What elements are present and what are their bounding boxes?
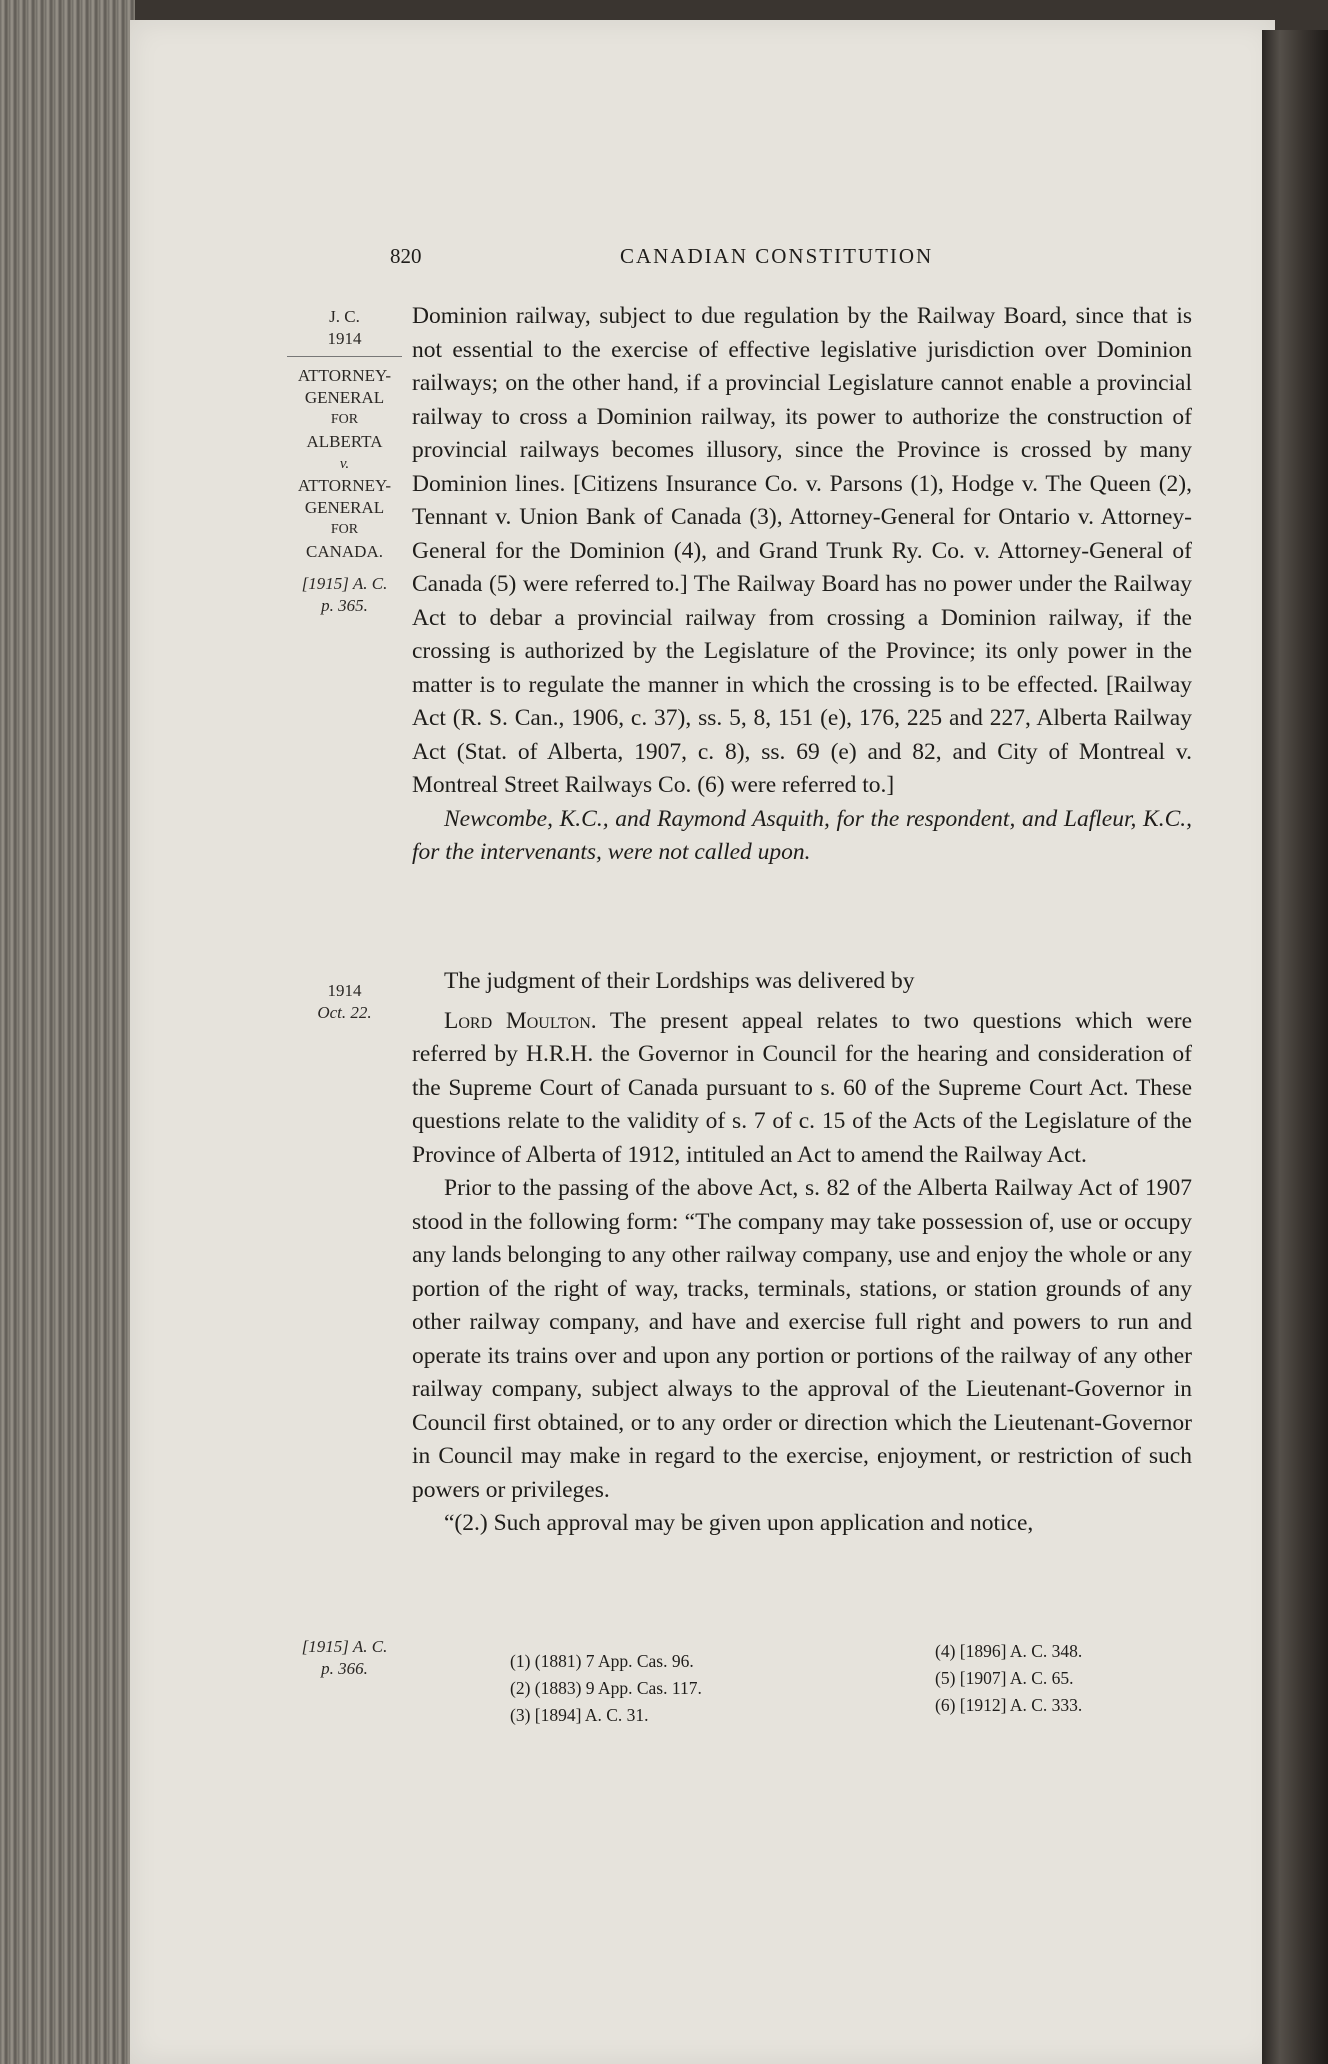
footnote: (4) [1896] A. C. 348. [935,1641,1083,1661]
paragraph-counsel: Newcombe, K.C., and Raymond Asquith, for the respondent, and Lafleur, K.C., for the intervenants, were not called upon. [412,805,1192,865]
footnote: (1) (1881) 7 App. Cas. 96. [510,1651,694,1671]
footnote: (3) [1894] A. C. 31. [510,1705,649,1725]
margin-rule [287,356,402,357]
margin-case-note [282,306,407,617]
margin-case-line: ALBERTA [306,432,383,451]
page-number: 820 [390,244,422,268]
margin-date-year: 1914 [327,981,362,1000]
page-header [390,244,980,284]
margin-case-line: CANADA. [306,542,383,561]
margin-date-note [282,980,407,1024]
margin-report-ref: [1915] A. C. [301,1637,388,1656]
footnote: (6) [1912] A. C. 333. [935,1695,1083,1715]
speaker-name: Lord Moulton. [444,1007,597,1034]
paragraph-text: The present appeal relates to two questions which were referred by H.R.H. the Governor in Council for the hearing and consideration of the Supreme Court of Canada pursuant to s. 60 of the Supreme Court Act. These questions relate to the validity of s. 7 of c. 15 of the Acts of the Legislature of the Province of Alberta of 1912, intituled an Act to amend the Railway Act. [412,1007,1193,1168]
margin-court: J. C. [329,307,360,326]
footnotes-left-column [510,1648,702,1729]
footnote: (5) [1907] A. C. 65. [935,1668,1074,1688]
margin-case-line: GENERAL [304,498,385,517]
main-text-judgment [412,965,1192,1541]
margin-report-note-2 [282,1636,407,1680]
footnote: (2) (1883) 9 App. Cas. 117. [510,1678,702,1698]
paragraph [412,1005,1192,1173]
paragraph: Prior to the passing of the above Act, s. 82 of the Alberta Railway Act of 1907 stood in the following form: “The company may take possession of, use or occupy any lands belonging to any other railway company, use and enjoy the whole or any portion of the right of way, tracks, terminals, stations, or station grounds of any other railway company, and have and exercise full right and powers to run and operate its trains over and upon any portion or portions of the railway of any other railway company, subject always to the approval of the Lieutenant-Governor in Council first obtained, or to any order or direction which the Lieutenant-Governor in Council may make in regard to the exercise, enjoyment, or restriction of such powers or privileges. [412,1175,1192,1503]
margin-year: 1914 [327,329,362,348]
paragraph-judgment-intro: The judgment of their Lordships was delivered by [444,968,915,994]
book-page-edges [0,0,135,2064]
book-binding-shadow [1262,30,1328,2064]
margin-case-line: ATTORNEY- [297,476,392,495]
margin-case-line: ATTORNEY- [297,366,392,385]
paragraph: Dominion railway, subject to due regulation by the Railway Board, since that is not essential to the exercise of effective legislative jurisdiction over Dominion railways; on the other hand, if a provincial Legislature cannot enable a provincial railway to cross a Dominion railway, its power to authorize the construction of provincial railways becomes illusory, since the Province is crossed by many Dominion lines. [Citizens Insurance Co. v. Parsons (1), Hodge v. The Queen (2), Tennant v. Union Bank of Canada (3), Attorney-General for Ontario v. Attorney-General for the Dominion (4), and Grand Trunk Ry. Co. v. Attorney-General of Canada (5) were referred to.] The Railway Board has no power under the Railway Act to debar a provincial railway from crossing a Dominion railway, if the crossing is authorized by the Legislature of the Province; its only power in the matter is to regulate the manner in which the crossing is to be effected. [Railway Act (R. S. Can., 1906, c. 37), ss. 5, 8, 151 (e), 176, 225 and 227, Alberta Railway Act (Stat. of Alberta, 1907, c. 8), ss. 69 (e) and 82, and City of Montreal v. Montreal Street Railways Co. (6) were referred to.] [412,303,1192,798]
margin-case-line: FOR [330,522,359,537]
margin-report-ref: [1915] A. C. [301,574,388,593]
footnotes-right-column [935,1638,1082,1719]
margin-report-page: p. 366. [321,1659,368,1678]
margin-case-line: v. [339,456,350,472]
margin-case-line: GENERAL [304,388,385,407]
main-text [412,300,1192,870]
margin-case-line: FOR [330,412,359,427]
running-title: CANADIAN CONSTITUTION [620,244,934,268]
paragraph: “(2.) Such approval may be given upon application and notice, [444,1510,1034,1536]
margin-date-day: Oct. 22. [317,1003,372,1022]
margin-report-page: p. 365. [321,596,368,615]
